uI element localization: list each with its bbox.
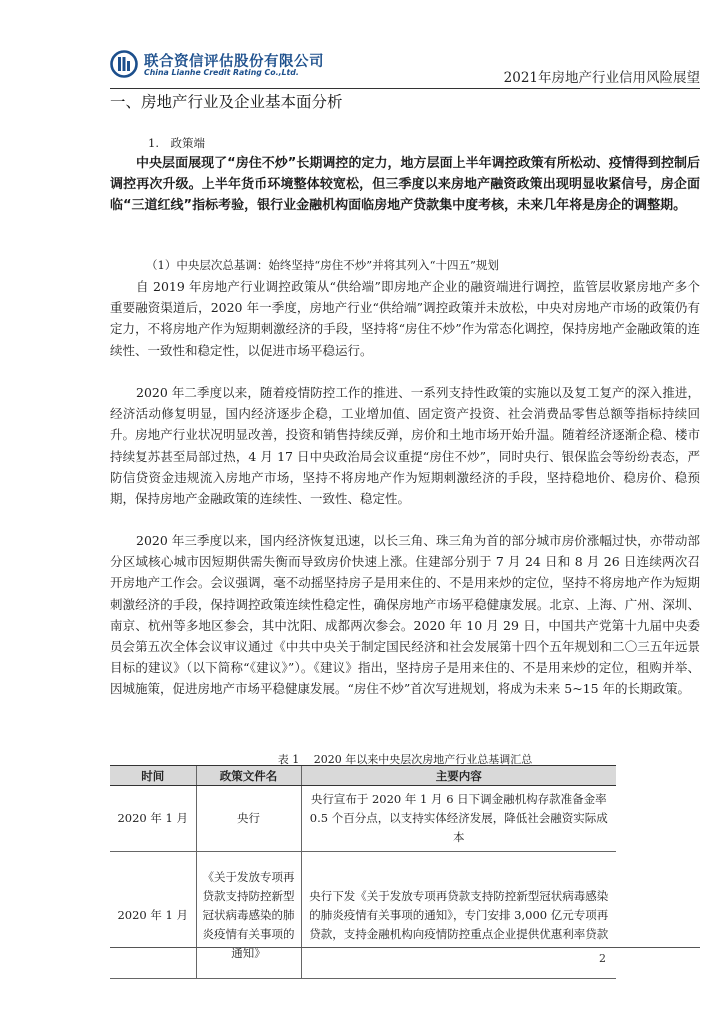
report-title: 2021年房地产行业信用风险展望	[503, 70, 700, 86]
cell-content: 央行下发《关于发放专项再贷款支持防控新型冠状病毒感染的肺炎疫情有关事项的通知》，专门安排 3,000 亿元专项再贷款，支持金融机构向疫情防控重点企业提供优惠利率贷款	[301, 852, 616, 979]
table-caption: 表 1 2020 年以来中央层次房地产行业总基调汇总	[277, 753, 533, 766]
body-paragraph-2: 2020 年二季度以来，随着疫情防控工作的推进、一系列支持性政策的实施以及复工复产的深入推进，经济活动修复明显，国内经济逐步企稳，工业增加值、固定资产投资、社会消费品零售总额等指标持续回升。房地产行业状况明显改善，投资和销售持续反弹，房价和土地市场开始升温。随着经济逐渐企稳、楼市持续复苏甚至局部过热，4 月 17 日中央政治局会议重提“房住不炒”，同时央行、银保监会等纷纷表态，严防信贷资金违规流入房地产市场，坚持不将房地产作为短期刺激经济的手段，坚持稳地价、稳房价、稳预期，保持房地产金融政策的连续性、一致性、稳定性。	[110, 385, 700, 507]
header-divider	[110, 88, 700, 89]
page-header	[110, 42, 700, 90]
cell-date: 2020 年 1 月	[110, 852, 196, 979]
header-date: 时间	[110, 766, 196, 786]
cell-policy: 央行	[196, 786, 301, 852]
cell-content: 央行宣布于 2020 年 1 月 6 日下调金融机构存款准备金率 0.5 个百分点，以支持实体经济发展，降低社会融资实际成本	[301, 786, 616, 852]
page-number: 2	[599, 952, 606, 965]
sub-heading-policy: 1. 政策端	[148, 136, 205, 150]
body-paragraph-3: 2020 年三季度以来，国内经济恢复迅速，以长三角、珠三角为首的部分城市房价涨幅过快，亦带动部分区域核心城市因短期供需失衡而导致房价快速上涨。住建部分别于 7 月 24 日和 8 月 26 日连续两次召开房地产工作会。会议强调，毫不动摇坚持房子是用来住的、不是用来炒的定位，坚持不将房地产作为短期刺激经济的手段，保持调控政策连续性稳定性，确保房地产市场平稳健康发展。北京、上海、广州、深圳、南京、杭州等多地区参会，其中沈阳、成都两次参会。2020 年 10 月 29 日，中国共产党第十九届中央委员会第五次全体会议审议通过《中共中央关于制定国民经济和社会发展第十四个五年规划和二〇三五年远景目标的建议》（以下简称“《建议》”）。《建议》指出，坚持房子是用来住的、不是用来炒的定位，租购并举、因城施策，促进房地产市场平稳健康发展。“房住不炒”首次写进规划，将成为未来 5~15 年的长期政策。	[110, 533, 700, 697]
cell-policy: 《关于发放专项再贷款支持防控新型冠状病毒感染的肺炎疫情有关事项的通知》	[196, 852, 301, 979]
cell-date: 2020 年 1 月	[110, 786, 196, 852]
body-paragraph-1: 自 2019 年房地产行业调控政策从“供给端”即房地产企业的融资端进行调控，监管层收紧房地产多个重要融资渠道后，2020 年一季度，房地产行业“供给端”调控政策并未放松，中央对房地产市场的政策仍有定力，不将房地产作为短期刺激经济的手段，坚持将“房住不炒”作为常态化调控，保持房地产金融政策的连续性、一致性和稳定性，以促进市场平稳运行。	[110, 279, 700, 358]
company-name-en: China Lianhe Credit Rating Co.,Ltd.	[144, 68, 299, 77]
header-policy: 政策文件名	[196, 766, 301, 786]
sub-heading-central: （1）中央层次总基调：始终坚持“房住不炒”并将其列入“十四五”规划	[146, 258, 499, 272]
section-title: 一、房地产行业及企业基本面分析	[110, 93, 343, 111]
summary-paragraph: 中央层面展现了“房住不炒”长期调控的定力，地方层面上半年调控政策有所松动、疫情得到控制后调控再次升级。上半年货币环境整体较宽松，但三季度以来房地产融资政策出现明显收紧信号，房企面临“三道红线”指标考验，银行业金融机构面临房地产贷款集中度考核，未来几年将是房企的调整期。	[110, 156, 700, 213]
company-logo-icon	[110, 50, 138, 78]
table-header-row	[110, 766, 616, 786]
table-row	[110, 786, 616, 852]
footer-divider	[110, 947, 700, 948]
header-content: 主要内容	[301, 766, 616, 786]
company-name-cn: 联合资信评估股份有限公司	[144, 54, 324, 70]
table-row	[110, 852, 616, 979]
